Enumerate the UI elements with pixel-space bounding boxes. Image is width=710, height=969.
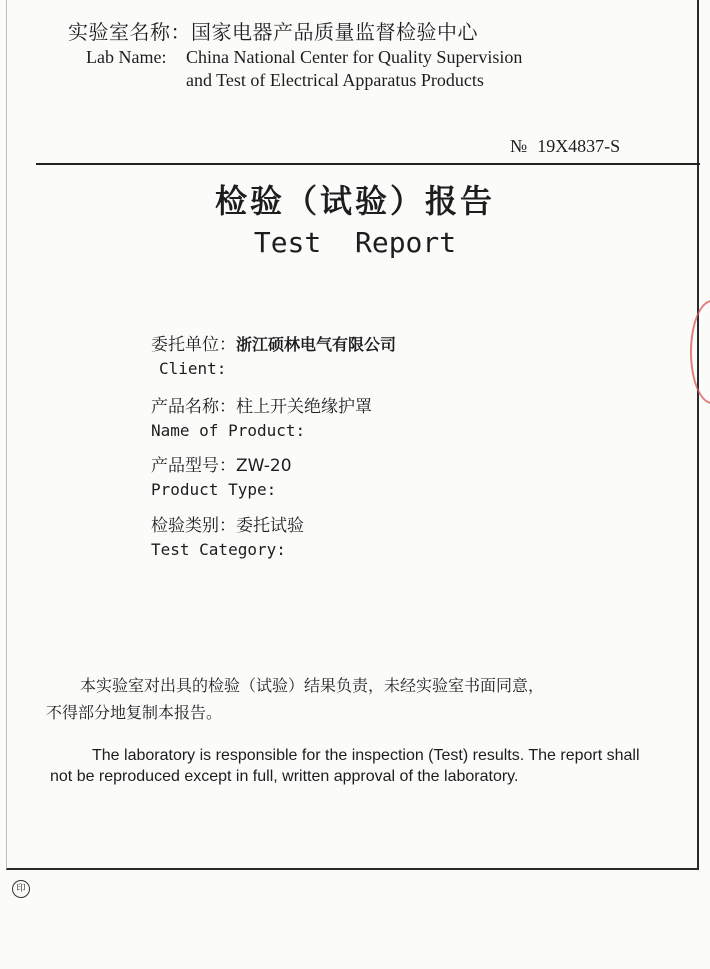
client-label-en: Client:: [159, 359, 227, 378]
disclaimer-cn-line1: 本实验室对出具的检验（试验）结果负责，未经实验室书面同意，: [80, 676, 545, 695]
test-category-label-cn: 检验类别：: [151, 516, 236, 536]
header-divider: [36, 163, 700, 165]
product-name-label-en: Name of Product:: [151, 421, 306, 440]
circled-mark-icon: 印: [12, 880, 30, 898]
client-field: [151, 330, 396, 378]
lab-name-english: [86, 46, 522, 92]
lab-name-chinese: 实验室名称：国家电器产品质量监督检验中心: [68, 20, 478, 44]
client-value: 浙江硕林电气有限公司: [236, 335, 397, 354]
product-name-label-cn: 产品名称：: [151, 397, 236, 417]
test-category-label-en: Test Category:: [151, 540, 286, 559]
lab-name-line1: China National Center for Quality Supervision: [186, 47, 523, 67]
product-type-field: [151, 451, 292, 499]
lab-name-label: Lab Name:: [86, 47, 167, 67]
disclaimer-en-line2: not be reproduced except in full, written approval of the laboratory.: [50, 768, 519, 785]
product-type-label-cn: 产品型号：: [151, 456, 236, 476]
report-title-english: Test Report: [253, 226, 457, 259]
number-symbol: №: [510, 136, 528, 156]
report-number: [510, 136, 620, 157]
lab-name-line2: and Test of Electrical Apparatus Products: [186, 70, 484, 90]
disclaimer-chinese: [46, 672, 666, 726]
client-label-cn: 委托单位：: [151, 335, 236, 355]
product-name-value: 柱上开关绝缘护罩: [236, 397, 372, 417]
report-number-value: 19X4837-S: [537, 136, 621, 156]
test-category-value: 委托试验: [236, 516, 304, 536]
disclaimer-cn-line2: 不得部分地复制本报告。: [46, 703, 223, 722]
test-category-field: [151, 511, 304, 559]
product-type-label-en: Product Type:: [151, 480, 277, 499]
product-name-field: [151, 392, 372, 440]
disclaimer-english: [50, 745, 680, 787]
disclaimer-en-line1: The laboratory is responsible for the inspection (Test) results. The report shall: [92, 747, 640, 764]
product-type-value: ZW-20: [236, 456, 292, 476]
report-title-chinese: 检验（试验）报告: [214, 182, 495, 220]
